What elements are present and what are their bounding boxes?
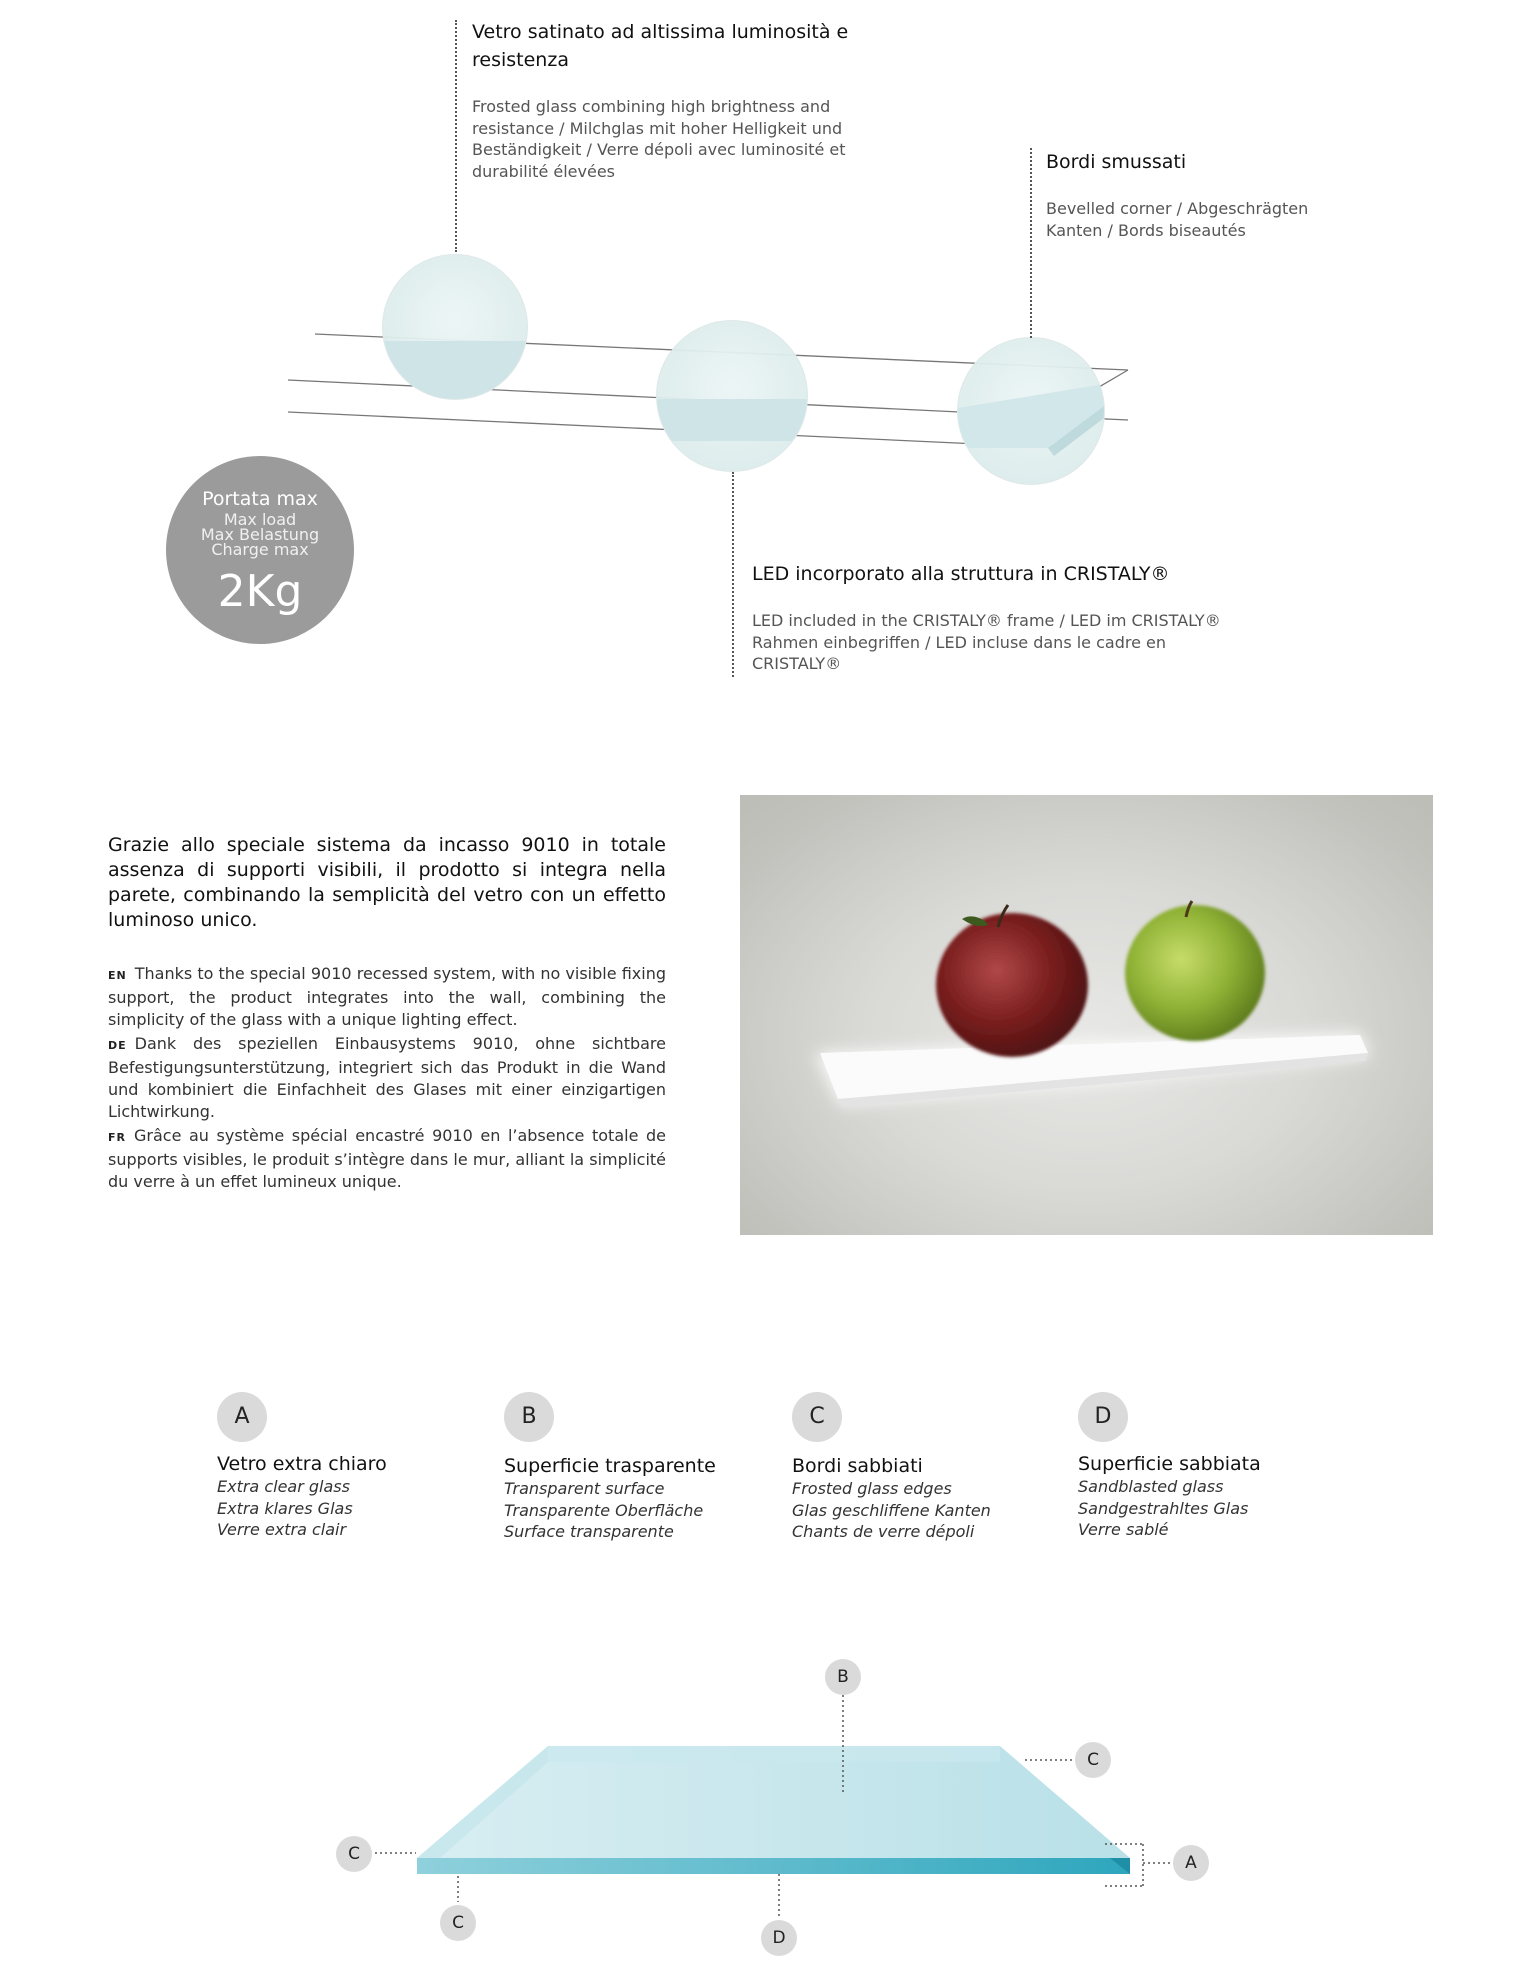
feature-c-de: Glas geschliffene Kanten: [792, 1500, 991, 1520]
bevel-subtitle: Bevelled corner / Abgeschrägten Kanten / Bords biseautés: [1046, 199, 1309, 240]
diagram-label-a: A: [1173, 1845, 1209, 1881]
feature-d-en: Sandblasted glass: [1078, 1477, 1224, 1496]
paragraph-fr-text: Grâce au système spécial encastré 9010 en l’absence totale de supports visibles, le produit s’intègre dans le mur, alliant la simplicité du verre à un effet lumineux unique.: [108, 1126, 666, 1191]
lead-paragraph: Grazie allo speciale sistema da incasso 9010 in totale assenza di supporti visibili, il prodotto si integra nella parete, combinando la semplicità del vetro con un effetto luminoso unico.: [108, 834, 666, 931]
paragraph-de: [108, 1033, 666, 1123]
feature-a-fr: Verre extra clair: [217, 1520, 347, 1539]
max-load-translations: [166, 512, 354, 557]
glass-back-bevel: [548, 1746, 1000, 1762]
bevelled-corner-detail-circle: [957, 337, 1105, 485]
bevel-callout-leader: [1030, 148, 1032, 338]
feature-a-de: Extra klares Glas: [217, 1498, 353, 1518]
feature-d-letter: D: [1078, 1392, 1128, 1442]
paragraph-en-text: Thanks to the special 9010 recessed system, with no visible fixing support, the product integrates into the wall, combining the simplicity of the glass with a unique lighting effect.: [108, 964, 666, 1029]
max-load-badge: [166, 456, 354, 644]
product-photo-shelf-apples: [740, 795, 1433, 1235]
paragraph-en: [108, 963, 666, 1031]
bevel-callout: [1046, 148, 1336, 241]
frosted-glass-detail-circle: [382, 254, 528, 400]
feature-b-letter: B: [504, 1392, 554, 1442]
feature-c-letter: C: [792, 1392, 842, 1442]
feature-c-title: Bordi sabbiati: [792, 1455, 923, 1477]
feature-a-title: Vetro extra chiaro: [217, 1453, 387, 1475]
paragraph-de-text: Dank des speziellen Einbausystems 9010, ohne sichtbare Befestigungsunterstützung, integriert sich das Produkt in die Wand und kombiniert die Einfachheit des Glases mit einer einzigartigen Lichtwirkung.: [108, 1034, 666, 1121]
diagram-label-c-right: C: [1075, 1742, 1111, 1778]
led-callout-leader: [732, 472, 734, 677]
feature-b-en: Transparent surface: [504, 1479, 665, 1498]
feature-d-title: Superficie sabbiata: [1078, 1453, 1261, 1475]
glass-front-edge: [417, 1858, 1130, 1874]
lang-tag-en: EN: [108, 969, 127, 982]
lang-tag-de: DE: [108, 1039, 127, 1052]
feature-b-fr: Surface transparente: [504, 1522, 674, 1541]
frosted-title: Vetro satinato ad altissima luminosità e resistenza: [472, 21, 849, 71]
led-frame-detail-circle: [656, 320, 808, 472]
feature-d-de: Sandgestrahltes Glas: [1078, 1498, 1249, 1518]
feature-c-en: Frosted glass edges: [792, 1479, 952, 1498]
frosted-subtitle: Frosted glass combining high brightness and resistance / Milchglas mit hoher Helligkeit und Beständigkeit / Verre dépoli avec luminosité et durabilité élevées: [472, 97, 846, 181]
frosted-callout: [472, 18, 872, 182]
diagram-label-b: B: [825, 1659, 861, 1695]
diagram-label-c-left: C: [336, 1836, 372, 1872]
max-load-value: 2Kg: [217, 566, 303, 617]
max-load-en: Max load: [223, 510, 297, 529]
paragraph-fr: [108, 1125, 666, 1193]
led-subtitle: LED included in the CRISTALY® frame / LED im CRISTALY® Rahmen einbegriffen / LED incluse dans le cadre en CRISTALY®: [752, 611, 1221, 673]
lang-tag-fr: FR: [108, 1131, 126, 1144]
feature-a-letter: A: [217, 1392, 267, 1442]
bevel-title: Bordi smussati: [1046, 151, 1187, 173]
frosted-callout-leader: [455, 20, 457, 252]
feature-d-fr: Verre sablé: [1078, 1520, 1169, 1539]
diagram-label-d: D: [761, 1920, 797, 1956]
max-load-fr: Charge max: [211, 540, 309, 559]
feature-a-en: Extra clear glass: [217, 1477, 350, 1496]
max-load-label: Portata max: [202, 488, 318, 510]
glass-top-face: [417, 1746, 1130, 1858]
glass-shelf-diagram: [0, 1640, 1515, 1980]
feature-b-de: Transparente Oberfläche: [504, 1500, 704, 1520]
max-load-de: Max Belastung: [200, 525, 320, 544]
description-block: [108, 833, 666, 1193]
feature-c-fr: Chants de verre dépoli: [792, 1522, 975, 1541]
feature-b-title: Superficie trasparente: [504, 1455, 716, 1477]
led-callout: [752, 560, 1222, 675]
led-title: LED incorporato alla struttura in CRISTALY®: [752, 563, 1170, 585]
diagram-label-c-bottom: C: [440, 1905, 476, 1941]
